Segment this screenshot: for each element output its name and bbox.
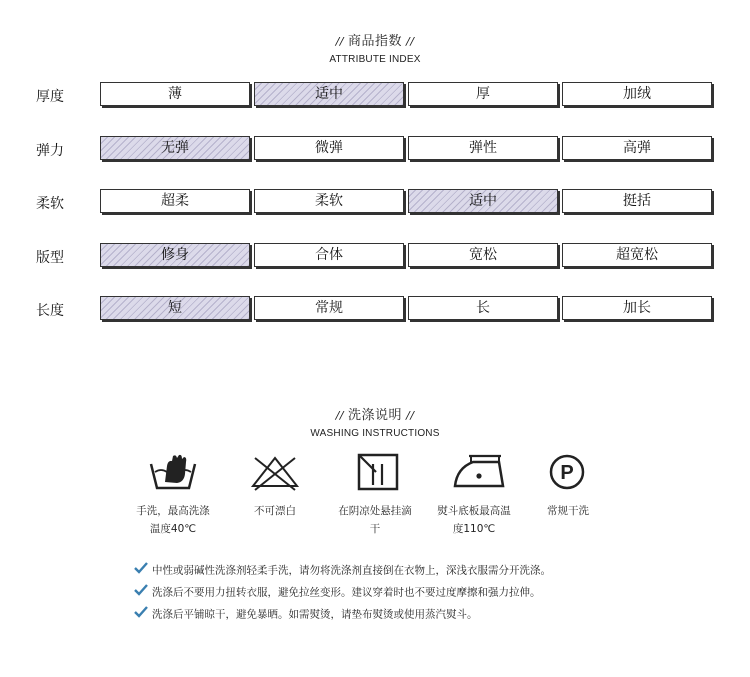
wash-caption-line: 干 [369, 523, 381, 535]
attribute-option: 高弹 [562, 136, 712, 160]
shade-drip-dry-icon [333, 452, 423, 492]
wash-caption [424, 502, 524, 538]
washing-title-text: 洗涤说明 [347, 408, 402, 423]
attribute-option: 宽松 [408, 243, 558, 267]
attribute-title-text: 商品指数 [347, 34, 402, 49]
washing-header [0, 404, 750, 439]
attribute-index-subtitle: ATTRIBUTE INDEX [329, 54, 421, 65]
attribute-option: 厚 [408, 82, 558, 106]
care-note-text: 洗涤后不要用力扭转衣服，避免拉丝变形。建议穿着时也不要过度摩擦和强力拉伸。 [152, 586, 541, 599]
care-note [134, 584, 541, 600]
attribute-option: 柔软 [254, 189, 404, 213]
wash-caption-line: 度110℃ [452, 523, 496, 535]
attribute-option: 加长 [562, 296, 712, 320]
check-icon [134, 562, 150, 579]
dry-clean-p-icon [522, 452, 612, 492]
slash-right: // [406, 35, 415, 48]
wash-caption-line: 熨斗底板最高温 [437, 505, 511, 517]
attribute-option: 薄 [100, 82, 250, 106]
attribute-option: 弹性 [408, 136, 558, 160]
slash-left: // [335, 35, 344, 48]
no-bleach-icon [230, 452, 320, 492]
iron-icon [434, 452, 524, 492]
attribute-option: 合体 [254, 243, 404, 267]
attribute-label: 柔软 [36, 196, 64, 212]
attribute-label: 厚度 [36, 89, 64, 105]
wash-caption-line: 在阴凉处悬挂滴 [338, 505, 412, 517]
attribute-option: 挺括 [562, 189, 712, 213]
dry-clean-symbol: P [560, 462, 574, 484]
attribute-option: 加绒 [562, 82, 712, 106]
wash-caption-line: 常规干洗 [547, 505, 589, 517]
care-note [134, 606, 478, 622]
wash-caption [123, 502, 223, 538]
wash-caption [325, 502, 425, 538]
care-note-text: 中性或弱碱性洗涤剂轻柔手洗，请勿将洗涤剂直接倒在衣物上，深浅衣服需分开洗涤。 [152, 564, 551, 577]
attribute-option: 微弹 [254, 136, 404, 160]
slash-right: // [406, 409, 415, 422]
washing-subtitle: WASHING INSTRUCTIONS [310, 428, 440, 439]
attribute-option-selected: 适中 [254, 82, 404, 106]
attribute-label: 长度 [36, 303, 64, 319]
slash-left: // [335, 409, 344, 422]
attribute-option-selected: 短 [100, 296, 250, 320]
care-note [134, 562, 551, 578]
check-icon [134, 584, 150, 601]
wash-caption-line: 温度40℃ [149, 523, 197, 535]
attribute-option: 长 [408, 296, 558, 320]
attribute-option-selected: 适中 [408, 189, 558, 213]
attribute-index-header [0, 30, 750, 65]
attribute-index-title [0, 30, 750, 49]
wash-caption-line: 不可漂白 [254, 505, 296, 517]
attribute-option-selected: 无弹 [100, 136, 250, 160]
hand-wash-icon [128, 452, 218, 492]
attribute-option: 常规 [254, 296, 404, 320]
wash-caption [518, 502, 618, 520]
care-note-text: 洗涤后平铺晾干，避免暴晒。如需熨烫，请垫布熨烫或使用蒸汽熨斗。 [152, 608, 478, 621]
wash-caption [225, 502, 325, 520]
wash-caption-line: 手洗，最高洗涤 [136, 505, 210, 517]
check-icon [134, 606, 150, 623]
attribute-option: 超宽松 [562, 243, 712, 267]
attribute-label: 版型 [36, 250, 64, 266]
attribute-option-selected: 修身 [100, 243, 250, 267]
attribute-label: 弹力 [36, 143, 64, 159]
attribute-option: 超柔 [100, 189, 250, 213]
washing-title [0, 404, 750, 423]
